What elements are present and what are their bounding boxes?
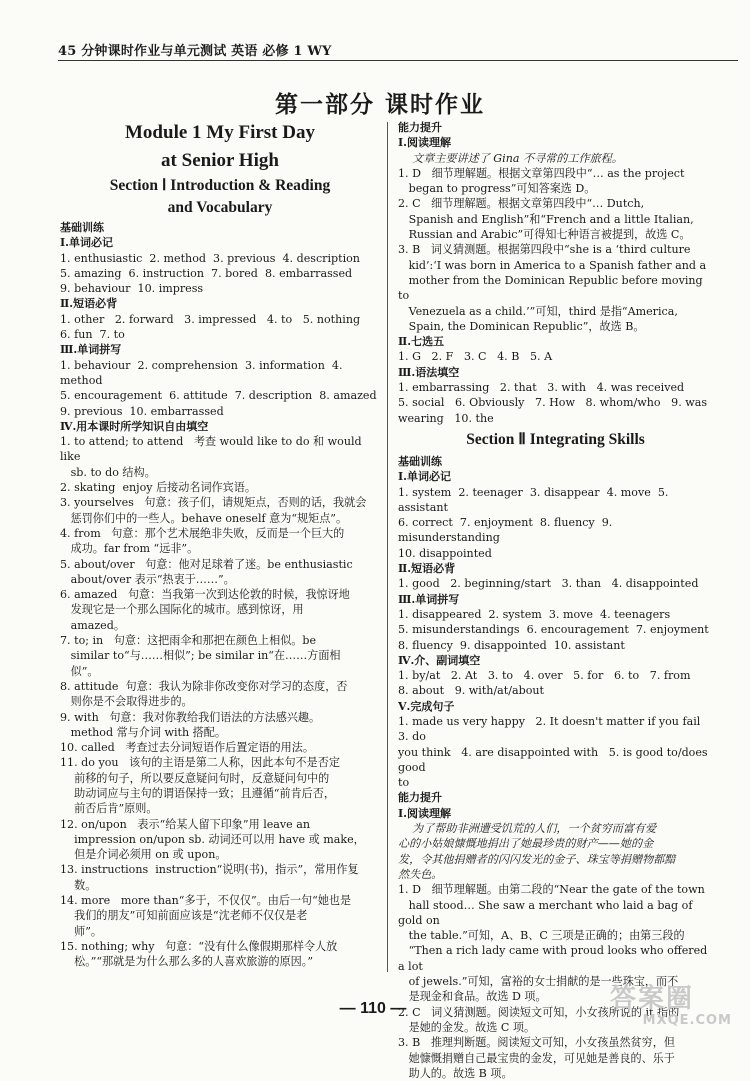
answer-line: 发现它是一个那么国际化的城市。感到惊讶，用 — [60, 603, 304, 617]
answer-line: 8. fluency 9. disappointed 10. assistant — [398, 638, 625, 652]
answer-line: about/over 表示“热衷于……”。 — [60, 572, 235, 586]
answer-line: 3. B 推理判断题。阅读短文可知，小女孩虽然贫穷，但 — [398, 1036, 675, 1050]
answer-line: 1. made us very happy 2. It doesn't matter if you fail 3. do — [398, 714, 711, 744]
answer-line: 8. about 9. with/at/about — [398, 684, 544, 698]
left-column — [60, 120, 380, 970]
section-heading: 能力提升 — [398, 791, 442, 805]
section-heading: 基础训练 — [398, 454, 442, 468]
answer-line: sb. to do 结构。 — [60, 465, 156, 479]
answer-line: 5. misunderstandings 6. encouragement 7. enjoyment — [398, 623, 709, 637]
subsection-heading: Ⅰ.阅读理解 — [398, 806, 451, 820]
summary-note: 文章主要讲述了 Gina 不寻常的工作旅程。 — [398, 151, 623, 165]
answer-line: 但是介词必须用 on 或 upon。 — [60, 848, 227, 862]
answer-line: 7. to; in 句意：这把雨伞和那把在颜色上相似。be — [60, 634, 317, 648]
answer-line: Spanish and English”和“French and a little Italian, — [398, 212, 694, 226]
subsection-heading: Ⅳ.介、副词填空 — [398, 653, 481, 667]
subsection-heading: Ⅰ.单词必记 — [60, 236, 113, 250]
answer-line: 1. embarrassing 2. that 3. with 4. was received — [398, 381, 685, 395]
summary-note: 为了帮助非洲遭受饥荒的人们，一个贫穷而富有爱 — [398, 822, 657, 836]
answer-line: 1. enthusiastic 2. method 3. previous 4. description — [60, 251, 360, 265]
section-title-line-2: and Vocabulary — [167, 199, 273, 216]
answer-line: to — [398, 776, 410, 790]
answer-line: 1. disappeared 2. system 3. move 4. teenagers — [398, 607, 671, 621]
column-divider — [387, 122, 388, 972]
answer-line: 1. other 2. forward 3. impressed 4. to 5. nothing — [60, 312, 361, 326]
section-heading: 能力提升 — [398, 121, 442, 134]
answer-line: 惩罚你们中的一些人。behave oneself 意为“规矩点”。 — [60, 511, 348, 525]
answer-line: 9. previous 10. embarrassed — [60, 404, 224, 418]
answer-line: impression on/upon sb. 动词还可以用 have 或 make， — [60, 832, 365, 846]
answer-line: amazed。 — [60, 618, 125, 632]
watermark-logo — [610, 985, 740, 1030]
answer-line: 5. encouragement 6. attitude 7. description 8. amazed — [60, 389, 377, 403]
summary-note: 然失色。 — [398, 867, 443, 881]
answer-line: 5. about/over 句意：他对足球着了迷。be enthusiastic — [60, 557, 353, 571]
answer-line: 10. called 考查过去分词短语作后置定语的用法。 — [60, 741, 314, 755]
left-answer-lines — [60, 220, 380, 970]
answer-line: 1. system 2. teenager 3. disappear 4. move 5. assistant — [398, 485, 672, 514]
running-header: 45 分钟课时作业与单元测试 英语 必修 1 WY — [58, 44, 332, 59]
answer-line: 是她的金发。故选 C 项。 — [398, 1020, 536, 1034]
header-rule — [58, 60, 738, 61]
answer-line: method 常与介词 with 搭配。 — [60, 725, 226, 739]
answer-line: Spain, the Dominican Republic”，故选 B。 — [398, 319, 645, 333]
answer-line: 2. C 词义猜测题。阅读短文可知，小女孩所说的 it 指的 — [398, 1005, 680, 1019]
answer-line: 数。 — [60, 878, 97, 892]
answer-line: 1. to attend; to attend 考查 would like to do 和 would like — [60, 435, 366, 464]
answer-line: 则你是不会取得进步的。 — [60, 695, 193, 709]
subsection-heading: Ⅱ.短语必背 — [60, 297, 118, 311]
answer-line: wearing 10. the — [398, 411, 494, 425]
answer-line: you think 4. are disappointed with 5. is good to/does good — [398, 745, 712, 774]
section-heading: 基础训练 — [60, 221, 104, 234]
answer-line: the table.”可知，A、B、C 三项是正确的；由第三段的 — [398, 929, 685, 943]
answer-line: 似”。 — [60, 664, 99, 678]
subsection-heading: Ⅲ.语法填空 — [398, 365, 460, 379]
answer-line: 1. D 细节理解题。由第二段的“Near the gate of the town — [398, 883, 705, 897]
answer-line: 15. nothing; why 句意：“没有什么像假期那样令人放 — [60, 939, 338, 953]
subsection-heading: Ⅳ.用本课时所学知识自由填空 — [60, 419, 209, 433]
subsection-heading: Ⅲ.单词拼写 — [398, 592, 460, 606]
answer-line: mother from the Dominican Republic before moving to — [398, 273, 707, 303]
answer-line: 9. with 句意：我对你教给我们语法的方法感兴趣。 — [60, 710, 321, 724]
answer-line: of jewels.”可知，富裕的女士捐献的是一些珠宝，而不 — [398, 975, 679, 989]
answer-line: 成功。far from “远非”。 — [60, 542, 199, 556]
right-column — [398, 120, 713, 1081]
answer-line: 她慷慨捐赠自己最宝贵的金发，可见她是善良的、乐于 — [398, 1051, 675, 1065]
subsection-heading: Ⅱ.七选五 — [398, 335, 445, 349]
answer-line: 1. behaviour 2. comprehension 3. information 4. method — [60, 358, 347, 387]
answer-line: Russian and Arabic”可得知七种语言被提到，故选 C。 — [398, 228, 691, 242]
right-answer-lines-a — [398, 120, 713, 426]
summary-note: 发，令其他捐赠者的闪闪发光的金子、珠宝等捐赠物都黯 — [398, 852, 676, 866]
answer-line: “Then a rich lady came with proud looks who offered a lot — [398, 944, 711, 973]
answer-line: 6. amazed 句意：当我第一次到达伦敦的时候，我惊讶地 — [60, 588, 350, 602]
answer-line: 6. correct 7. enjoyment 8. fluency 9. misunderstanding — [398, 516, 616, 545]
answer-line: 1. G 2. F 3. C 4. B 5. A — [398, 350, 553, 364]
answer-line: 10. disappointed — [398, 546, 492, 560]
subsection-heading: Ⅰ.阅读理解 — [398, 136, 451, 150]
summary-note: 心的小姑娘慷慨地捐出了她最珍贵的财产——她的金 — [398, 837, 654, 851]
module-title-line-2: at Senior High — [161, 150, 279, 171]
answer-line: 14. more more than“多于，不仅仅”。由后一句“她也是 — [60, 894, 352, 908]
module-title-line-1: Module 1 My First Day — [125, 122, 315, 143]
answer-line: 8. attitude 句意：我认为除非你改变你对学习的态度，否 — [60, 679, 348, 693]
answer-line: kid’:‘I was born in America to a Spanish father and a — [398, 258, 707, 272]
watermark-sub: MXQE.COM — [642, 1013, 732, 1028]
answer-line: 1. by/at 2. At 3. to 4. over 5. for 6. to 7. from — [398, 669, 691, 683]
subsection-heading: Ⅲ.单词拼写 — [60, 343, 122, 357]
answer-line: 2. C 细节理解题。根据文章第四段中“… Dutch, — [398, 197, 645, 211]
answer-line: 3. yourselves 句意：孩子们，请规矩点，否则的话，我就会 — [60, 496, 367, 510]
subsection-heading: Ⅴ.完成句子 — [398, 699, 455, 713]
answer-line: 4. from 句意：那个艺术展绝非失败，反而是一个巨大的 — [60, 526, 345, 540]
answer-line: 9. behaviour 10. impress — [60, 282, 204, 296]
subsection-heading: Ⅰ.单词必记 — [398, 470, 451, 484]
answer-line: 助动词应与主句的谓语保持一致；且遵循“前肯后否， — [60, 786, 335, 800]
part-title: 第一部分 课时作业 — [274, 91, 485, 118]
answer-line: 我们的朋友”可知前面应该是“沈老师不仅仅是老 — [60, 909, 308, 923]
answer-line: 前否后肯”原则。 — [60, 802, 158, 816]
answer-line: 6. fun 7. to — [60, 328, 125, 342]
section-title-line-1: Section Ⅰ Introduction & Reading — [109, 177, 331, 194]
answer-line: 1. good 2. beginning/start 3. than 4. disappointed — [398, 577, 699, 591]
answer-line: 5. amazing 6. instruction 7. bored 8. embarrassed — [60, 266, 353, 280]
answer-line: similar to“与……相似”; be similar in“在……方面相 — [60, 649, 341, 663]
answer-line: 5. social 6. Obviously 7. How 8. whom/who 9. was — [398, 396, 708, 410]
answer-line: Venezuela as a child.’”可知，third 是指“America, — [398, 304, 678, 318]
answer-line: 11. do you 该句的主语是第二人称，因此本句不是否定 — [60, 756, 340, 770]
answer-line: 1. D 细节理解题。根据文章第四段中“… as the project — [398, 166, 685, 180]
page-number: — 110 — — [339, 1000, 407, 1017]
subsection-heading: Ⅱ.短语必背 — [398, 562, 456, 576]
answer-line: 2. skating enjoy 后接动名词作宾语。 — [60, 481, 256, 495]
section-2-title: Section Ⅱ Integrating Skills — [466, 430, 645, 448]
answer-line: 是现金和食品。故选 D 项。 — [398, 990, 547, 1004]
answer-line: began to progress”可知答案选 D。 — [398, 182, 596, 196]
answer-line: hall stood… She saw a merchant who laid a bag of gold on — [398, 898, 696, 927]
answer-line: 松。”“那就是为什么那么多的人喜欢旅游的原因。” — [60, 955, 313, 969]
answer-line: 3. B 词义猜测题。根据第四段中“she is a ‘third culture — [398, 243, 691, 257]
answer-line: 12. on/upon 表示“给某人留下印象”用 leave an — [60, 817, 311, 831]
answer-line: 师”。 — [60, 924, 102, 938]
answer-line: 助人的。故选 B 项。 — [398, 1066, 513, 1080]
answer-line: 13. instructions instruction“说明(书)，指示”，常用作复 — [60, 863, 359, 877]
watermark-main: 答案圈 — [610, 984, 695, 1014]
answer-line: 前移的句子，所以要反意疑问句时，反意疑问句中的 — [60, 771, 330, 785]
